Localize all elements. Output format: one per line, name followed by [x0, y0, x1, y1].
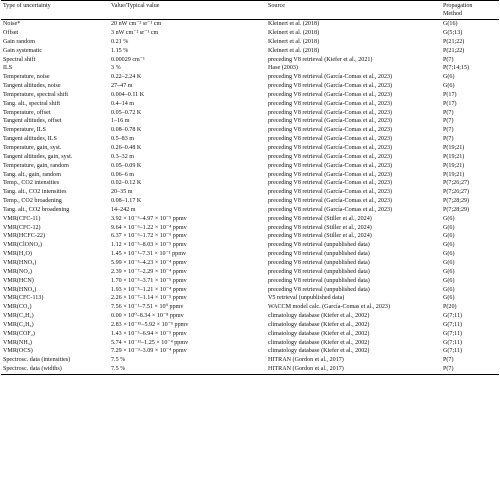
cell-value: 1–16 m [111, 118, 130, 125]
header-propagation-method: Propagation Method [443, 3, 473, 18]
table-row [1, 250, 499, 259]
cell-method: G(6) [443, 74, 455, 81]
table-body [1, 20, 499, 375]
cell-source: preceding V8 retrieval (García-Comas et al., 2023) [268, 83, 393, 90]
cell-source: preceding V8 retrieval (García-Comas et al., 2023) [268, 153, 393, 160]
cell-method: P(17) [443, 91, 457, 98]
cell-source: Kleinert et al. (2018) [268, 38, 320, 45]
table-row [1, 20, 499, 29]
cell-type: VMR(COF₂) [3, 330, 35, 337]
cell-method: G(7;11) [443, 348, 463, 355]
cell-method: P(7;28;29) [443, 198, 470, 205]
cell-type: VMR(C₂H₆) [3, 321, 34, 328]
table-row [1, 312, 499, 321]
table-row [1, 135, 499, 144]
cell-method: G(6) [443, 268, 455, 275]
cell-value: 0.08–0.78 K [111, 127, 142, 134]
cell-source: climatology database (Kiefer et al., 2002) [268, 339, 370, 346]
cell-source: preceding V8 retrieval (García-Comas et al., 2023) [268, 74, 393, 81]
table-row [1, 330, 499, 339]
cell-value: 5.74 × 10⁻¹¹–1.25 × 10⁻⁴ ppmv [111, 339, 189, 346]
cell-source: preceding V8 retrieval (García-Comas et al., 2023) [268, 206, 393, 213]
cell-source: preceding V8 retrieval (unpublished data) [268, 251, 370, 258]
cell-method: P(7) [443, 109, 454, 116]
cell-method: G(6) [443, 242, 455, 249]
cell-value: 27–47 m [111, 83, 133, 90]
cell-method: P(19;21) [443, 171, 465, 178]
cell-type: Offset [3, 30, 19, 37]
cell-value: 5.99 × 10⁻⁵–4.23 × 10⁻⁴ ppmv [111, 259, 187, 266]
cell-source: preceding V8 retrieval (unpublished data) [268, 277, 370, 284]
cell-method: G(6) [443, 233, 455, 240]
cell-method: P(21;22) [443, 47, 465, 54]
cell-method: P(7) [443, 56, 454, 63]
cell-type: VMR(HCFC-22) [3, 233, 45, 240]
table-row [1, 109, 499, 118]
cell-value: 2.83 × 10⁻¹⁵–5.92 × 10⁻⁵ ppmv [111, 321, 189, 328]
uncertainty-table [1, 0, 499, 375]
cell-source: HITRAN (Gordon et al., 2017) [268, 357, 344, 364]
cell-type: Spectrosc. data (intensities) [3, 357, 71, 364]
cell-method: G(6) [443, 224, 455, 231]
table-row [1, 294, 499, 303]
table-row [1, 91, 499, 100]
cell-method: P(7;26;27) [443, 180, 470, 187]
cell-source: Kleinert et al. (2018) [268, 47, 320, 54]
table-row [1, 126, 499, 135]
cell-method: G(6) [443, 295, 455, 302]
cell-value: 3 nW cm⁻² sr⁻¹ cm [111, 30, 159, 37]
cell-type: Tang. alt., gain, random [3, 171, 61, 178]
cell-type: Temperature, gain, syst. [3, 145, 62, 151]
cell-method: G(7;11) [443, 321, 463, 328]
cell-method: G(5;13) [443, 30, 463, 37]
table-row [1, 38, 499, 47]
table-row [1, 215, 499, 224]
table-row [1, 73, 499, 82]
cell-value: 7.5 % [111, 366, 126, 373]
table-row [1, 347, 499, 356]
cell-source: HITRAN (Gordon et al., 2017) [268, 366, 344, 373]
cell-type: Gain random [3, 38, 35, 45]
cell-source: preceding V8 retrieval (unpublished data) [268, 268, 370, 275]
cell-source: V5 retrieval (unpublished data) [268, 295, 345, 302]
header-type-of-uncertainty: Type of uncertainty [3, 3, 51, 9]
cell-method: G(6) [443, 251, 455, 258]
table-row [1, 64, 499, 73]
cell-type: VMR(HNO₄) [3, 286, 37, 293]
cell-method: P(19;21) [443, 145, 465, 151]
cell-source: climatology database (Kiefer et al., 2002) [268, 313, 370, 320]
cell-source: preceding V8 retrieval (García-Comas et al., 2023) [268, 127, 393, 134]
table-row [1, 232, 499, 241]
cell-value: 9.64 × 10⁻⁶–1.22 × 10⁻⁴ ppmv [111, 224, 187, 231]
cell-method: G(6) [443, 83, 455, 90]
cell-type: Temperature, ILS [3, 127, 46, 134]
cell-value: 1.70 × 10⁻⁵–3.71 × 10⁻⁵ ppmv [111, 277, 187, 284]
cell-value: 1.45 × 10⁻¹–7.31 × 10⁻¹ ppmv [111, 251, 187, 258]
cell-type: Temperature, offset [3, 109, 51, 116]
cell-value: 1.43 × 10⁻⁵–6.94 × 10⁻⁵ ppmv [111, 330, 187, 337]
table-row [1, 117, 499, 126]
cell-type: VMR(ClONO₂) [3, 242, 43, 249]
table-row [1, 268, 499, 277]
table-row [1, 224, 499, 233]
table-row [1, 286, 499, 295]
cell-type: VMR(CFC-12) [3, 224, 41, 231]
cell-type: Tang. alt., spectral shift [3, 100, 61, 107]
cell-type: Spectrosc. data (widths) [3, 366, 62, 373]
cell-type: Temperature, noise [3, 74, 50, 81]
cell-source: preceding V8 retrieval (García-Comas et al., 2023) [268, 136, 393, 143]
cell-method: P(20) [443, 304, 457, 311]
cell-method: G(6) [443, 277, 455, 284]
table-row [1, 188, 499, 197]
header-value: Value/Typical value [111, 3, 160, 9]
cell-source: Hase (2003) [268, 65, 298, 72]
cell-value: 7.5 % [111, 357, 126, 364]
cell-source: preceding V8 retrieval (García-Comas et al., 2023) [268, 198, 393, 205]
cell-value: 1.12 × 10⁻⁵–8.03 × 10⁻⁵ ppmv [111, 242, 187, 249]
cell-method: G(6) [443, 286, 455, 293]
cell-source: preceding V8 retrieval (García-Comas et al., 2023) [268, 100, 393, 107]
cell-method: P(19;21) [443, 153, 465, 160]
table-row [1, 321, 499, 330]
table-row [1, 82, 499, 91]
cell-source: preceding V8 retrieval (unpublished data) [268, 242, 370, 249]
cell-value: 7.56 × 10⁻¹–7.51 × 10⁰ ppmv [111, 304, 184, 311]
cell-source: climatology database (Kiefer et al., 2002) [268, 321, 370, 328]
cell-method: P(7;14;15) [443, 65, 470, 72]
cell-source: preceding V8 retrieval (unpublished data) [268, 286, 370, 293]
cell-type: VMR(H₂O) [3, 251, 32, 258]
cell-method: G(16) [443, 21, 458, 28]
cell-source: preceding V8 retrieval (unpublished data) [268, 259, 370, 266]
cell-source: preceding V8 retrieval (Stiller et al., 2024) [268, 233, 372, 240]
cell-source: preceding V8 retrieval (Stiller et al., 2024) [268, 215, 372, 222]
cell-method: P(7) [443, 136, 454, 143]
cell-value: 0.22–2.24 K [111, 74, 142, 81]
cell-method: G(7;11) [443, 330, 463, 337]
cell-method: P(7) [443, 127, 454, 134]
table-row [1, 153, 499, 162]
cell-value: 2.26 × 10⁻⁷–1.14 × 10⁻⁵ ppmv [111, 295, 187, 302]
table-row [1, 259, 499, 268]
cell-value: 7.29 × 10⁻⁹–3.09 × 10⁻⁴ ppmv [111, 348, 187, 355]
cell-source: preceding V8 retrieval (García-Comas et al., 2023) [268, 180, 393, 187]
cell-source: preceding V8 retrieval (Stiller et al., 2024) [268, 224, 372, 231]
cell-value: 2.39 × 10⁻⁷–2.29 × 10⁻⁴ ppmv [111, 268, 187, 275]
cell-type: Tangent altitudes, noise [3, 83, 61, 90]
cell-method: G(7;11) [443, 339, 463, 346]
cell-type: Noise* [3, 21, 21, 28]
cell-source: preceding V8 retrieval (García-Comas et al., 2023) [268, 145, 393, 151]
cell-source: preceding V8 retrieval (García-Comas et al., 2023) [268, 91, 393, 98]
table-row [1, 100, 499, 109]
cell-type: VMR(HCN) [3, 277, 34, 284]
cell-value: 0.08–1.17 K [111, 198, 142, 205]
cell-source: preceding V8 retrieval (García-Comas et al., 2023) [268, 171, 393, 178]
table-row [1, 179, 499, 188]
cell-value: 3 % [111, 65, 121, 72]
cell-type: VMR(HNO₃) [3, 259, 37, 266]
cell-value: 20 nW cm⁻² sr⁻¹ cm [111, 21, 162, 28]
cell-type: Temp., CO2 intensities [3, 180, 60, 187]
cell-source: preceding V8 retrieval (Kiefer et al., 2021) [268, 56, 373, 63]
cell-method: P(7;28;29) [443, 206, 470, 213]
cell-type: VMR(CFC-11) [3, 215, 41, 222]
cell-type: Tang. alt., CO2 broadening [3, 206, 70, 213]
cell-type: Tang. alt., CO2 intensities [3, 189, 67, 196]
cell-value: 0.004–0.11 K [111, 91, 145, 98]
cell-type: Spectral shift [3, 56, 36, 63]
cell-value: 0.02–0.12 K [111, 180, 142, 187]
cell-value: 0.06–6 m [111, 171, 135, 178]
cell-source: preceding V8 retrieval (García-Comas et al., 2023) [268, 162, 393, 169]
cell-source: preceding V8 retrieval (García-Comas et al., 2023) [268, 189, 393, 196]
table-row [1, 356, 499, 365]
cell-type: Tangent altitudes, offset [3, 118, 62, 125]
cell-source: preceding V8 retrieval (García-Comas et al., 2023) [268, 109, 393, 116]
cell-method: G(6) [443, 215, 455, 222]
cell-method: P(21;22) [443, 38, 465, 45]
cell-type: Tangent altitudes, gain, syst. [3, 153, 73, 160]
cell-source: Kleinert et al. (2018) [268, 30, 320, 37]
cell-method: G(6) [443, 259, 455, 266]
cell-value: 1.93 × 10⁻⁵–1.21 × 10⁻⁴ ppmv [111, 286, 187, 293]
cell-source: WACCM model calc. (García-Comas et al., 2023) [268, 304, 391, 311]
cell-source: climatology database (Kiefer et al., 2002) [268, 330, 370, 337]
cell-value: 20–35 m [111, 189, 133, 196]
cell-value: 0.3–32 m [111, 153, 135, 160]
cell-type: VMR(CO₂) [3, 304, 32, 311]
cell-type: Temperature, spectral shift [3, 91, 69, 98]
cell-type: VMR(OCS) [3, 348, 33, 355]
table-row [1, 47, 499, 56]
table-row [1, 339, 499, 348]
cell-method: P(7) [443, 366, 454, 373]
table-row [1, 365, 499, 374]
table-row [1, 277, 499, 286]
cell-method: P(7) [443, 118, 454, 125]
cell-method: G(7;11) [443, 313, 463, 320]
cell-source: climatology database (Kiefer et al., 2002) [268, 348, 370, 355]
cell-source: Kleinert et al. (2018) [268, 21, 320, 28]
cell-value: 0.26–0.48 K [111, 145, 142, 151]
cell-method: P(7) [443, 357, 454, 364]
table-header-row [1, 1, 499, 20]
cell-value: 14–242 m [111, 206, 136, 213]
cell-value: 0.00029 cm⁻¹ [111, 56, 145, 63]
cell-value: 0.00 × 10⁰–8.34 × 10⁻⁸ ppmv [111, 313, 184, 320]
cell-value: 0.5–83 m [111, 136, 135, 143]
table-row [1, 206, 499, 215]
cell-type: VMR(NH₃) [3, 339, 32, 346]
table-row [1, 303, 499, 312]
table-row [1, 197, 499, 206]
table-row [1, 241, 499, 250]
cell-method: P(19;21) [443, 162, 465, 169]
cell-value: 6.37 × 10⁻⁶–1.72 × 10⁻⁵ ppmv [111, 233, 187, 240]
header-source: Source [268, 3, 285, 9]
table-row [1, 171, 499, 180]
cell-type: Temperature, gain, random [3, 162, 69, 169]
cell-type: VMR(CFC-113) [3, 295, 44, 302]
cell-type: Temp., CO2 broadening [3, 198, 62, 205]
cell-source: preceding V8 retrieval (García-Comas et al., 2023) [268, 118, 393, 125]
cell-value: 0.05–0.72 K [111, 109, 142, 116]
cell-value: 1.15 % [111, 47, 129, 54]
table-row [1, 56, 499, 65]
cell-value: 3.92 × 10⁻⁶–4.97 × 10⁻⁵ ppmv [111, 215, 187, 222]
cell-type: VMR(C₂H₂) [3, 313, 34, 320]
cell-method: P(17) [443, 100, 457, 107]
cell-method: P(7;26;27) [443, 189, 470, 196]
cell-value: 0.4–14 m [111, 100, 135, 107]
cell-type: ILS [3, 65, 13, 72]
table-row [1, 162, 499, 171]
cell-type: Gain systematic [3, 47, 43, 54]
cell-type: Tangent altitudes, ILS [3, 136, 57, 143]
cell-type: VMR(NO₂) [3, 268, 32, 275]
cell-value: 0.21 % [111, 38, 129, 45]
table-row [1, 144, 499, 153]
cell-value: 0.05–0.09 K [111, 162, 142, 169]
table-row [1, 29, 499, 38]
